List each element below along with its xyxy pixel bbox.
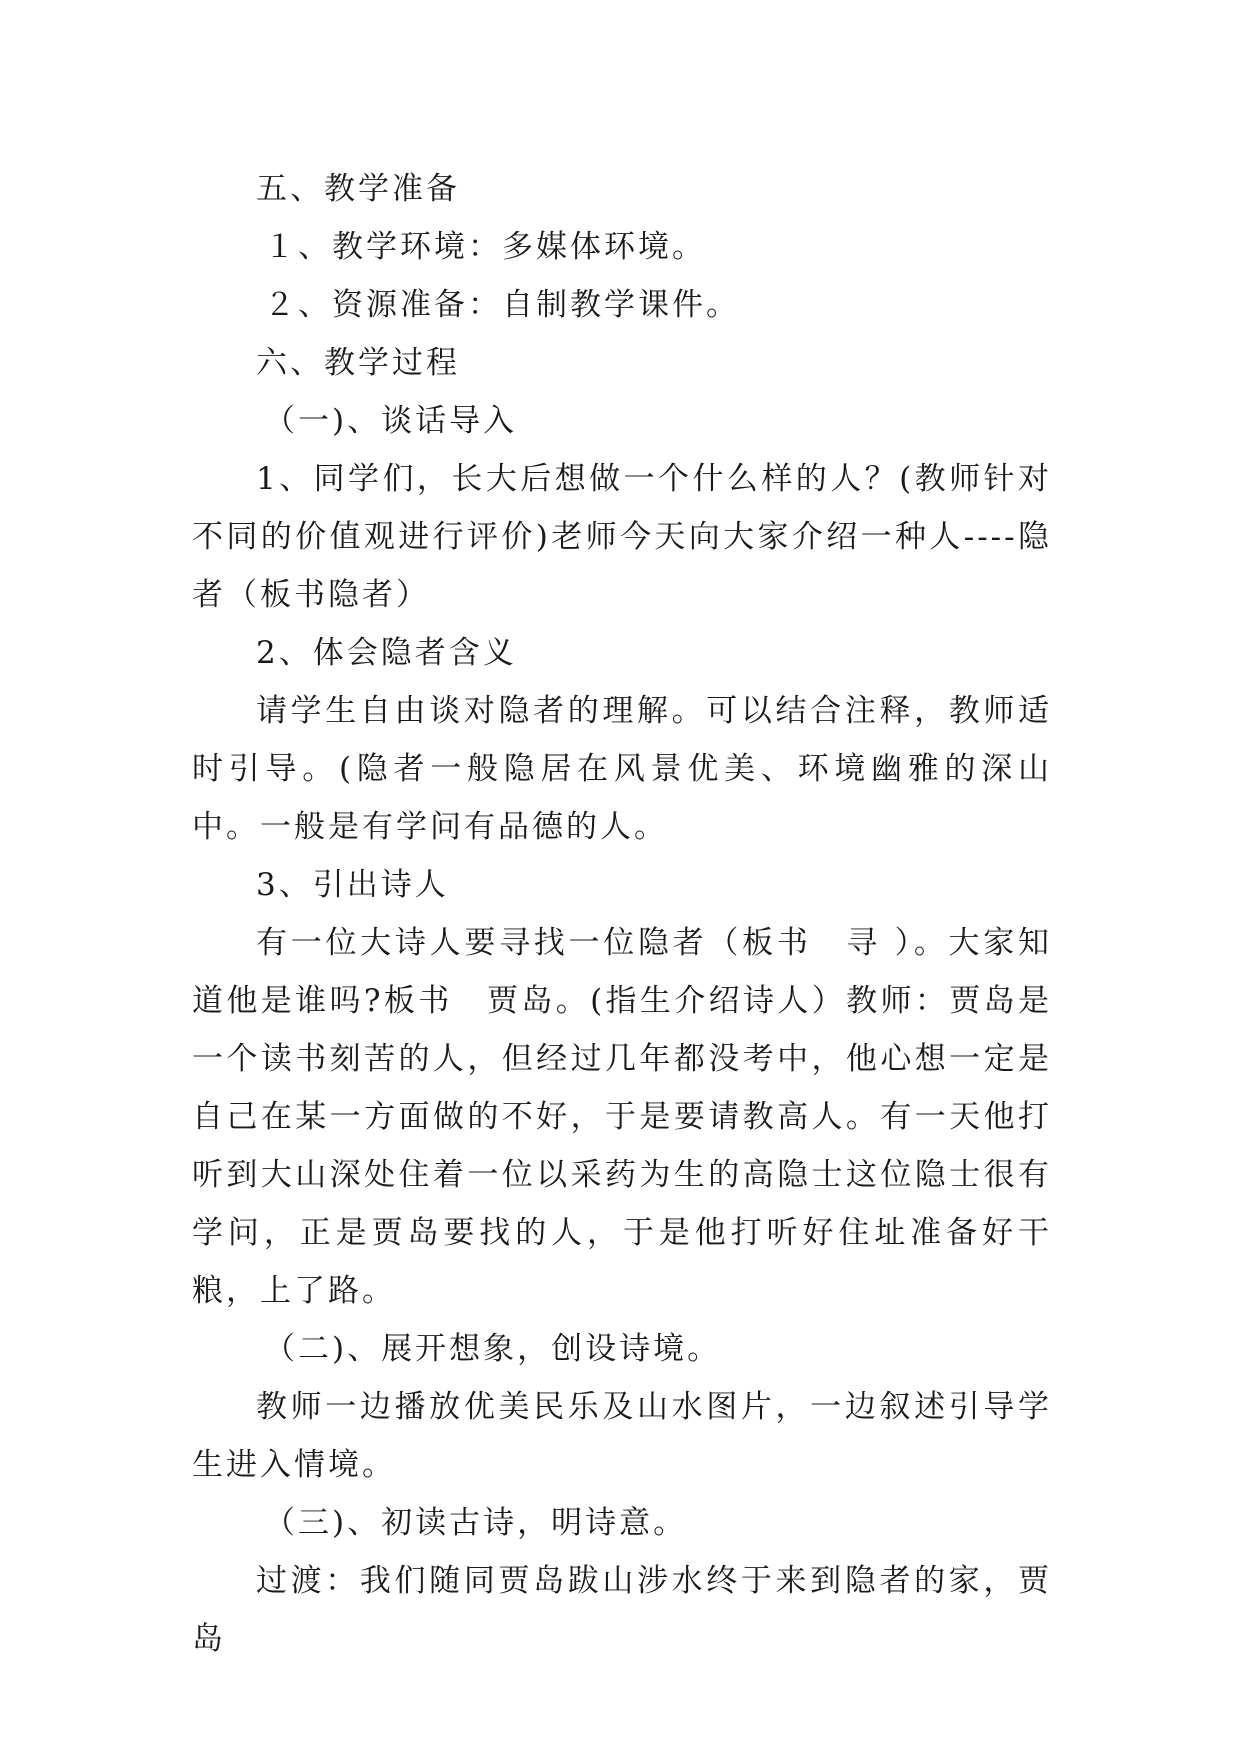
subsection-heading-intro: （一)、谈话导入 bbox=[264, 403, 518, 439]
paragraph-question: 1、同学们，长大后想做一个什么样的人？(教师针对不同的价值观进行评价)老师今天向大家介绍一种人----隐者（板书隐者） bbox=[192, 461, 1052, 613]
document-page bbox=[192, 160, 1052, 1668]
paragraph-jia-dao-story: 有一位大诗人要寻找一位隐者（板书 寻 ）。大家知道他是谁吗?板书 贾岛。(指生介绍诗人）教师：贾岛是一个读书刻苦的人，但经过几年都没考中，他心想一定是自己在某一方面做的不好，于是要请教高人。有一天他打听到大山深处住着一位以采药为生的高隐士这位隐士很有学问，正是贾岛要找的人，于是他打听好住址准备好干粮，上了路。 bbox=[192, 925, 1052, 1309]
list-item-environment: １、教学环境：多媒体环境。 bbox=[264, 229, 706, 265]
section-heading-preparation: 五、教学准备 bbox=[256, 171, 460, 207]
list-item-resources: ２、资源准备：自制教学课件。 bbox=[264, 287, 740, 323]
paragraph-music-images: 教师一边播放优美民乐及山水图片，一边叙述引导学生进入情境。 bbox=[192, 1389, 1052, 1483]
paragraph-student-discussion: 请学生自由谈对隐者的理解。可以结合注释，教师适时引导。(隐者一般隐居在风景优美、环境幽雅的深山中。一般是有学问有品德的人。 bbox=[192, 693, 1052, 845]
subsection-heading-imagination: （二)、展开想象，创设诗境。 bbox=[264, 1331, 722, 1367]
paragraph-understand-hermit: 2、体会隐者含义 bbox=[256, 635, 517, 671]
section-heading-process: 六、教学过程 bbox=[256, 345, 460, 381]
subsection-heading-first-reading: （三)、初读古诗，明诗意。 bbox=[264, 1505, 688, 1541]
paragraph-transition: 过渡：我们随同贾岛跋山涉水终于来到隐者的家，贾岛 bbox=[192, 1563, 1052, 1657]
paragraph-introduce-poet: 3、引出诗人 bbox=[256, 867, 449, 903]
